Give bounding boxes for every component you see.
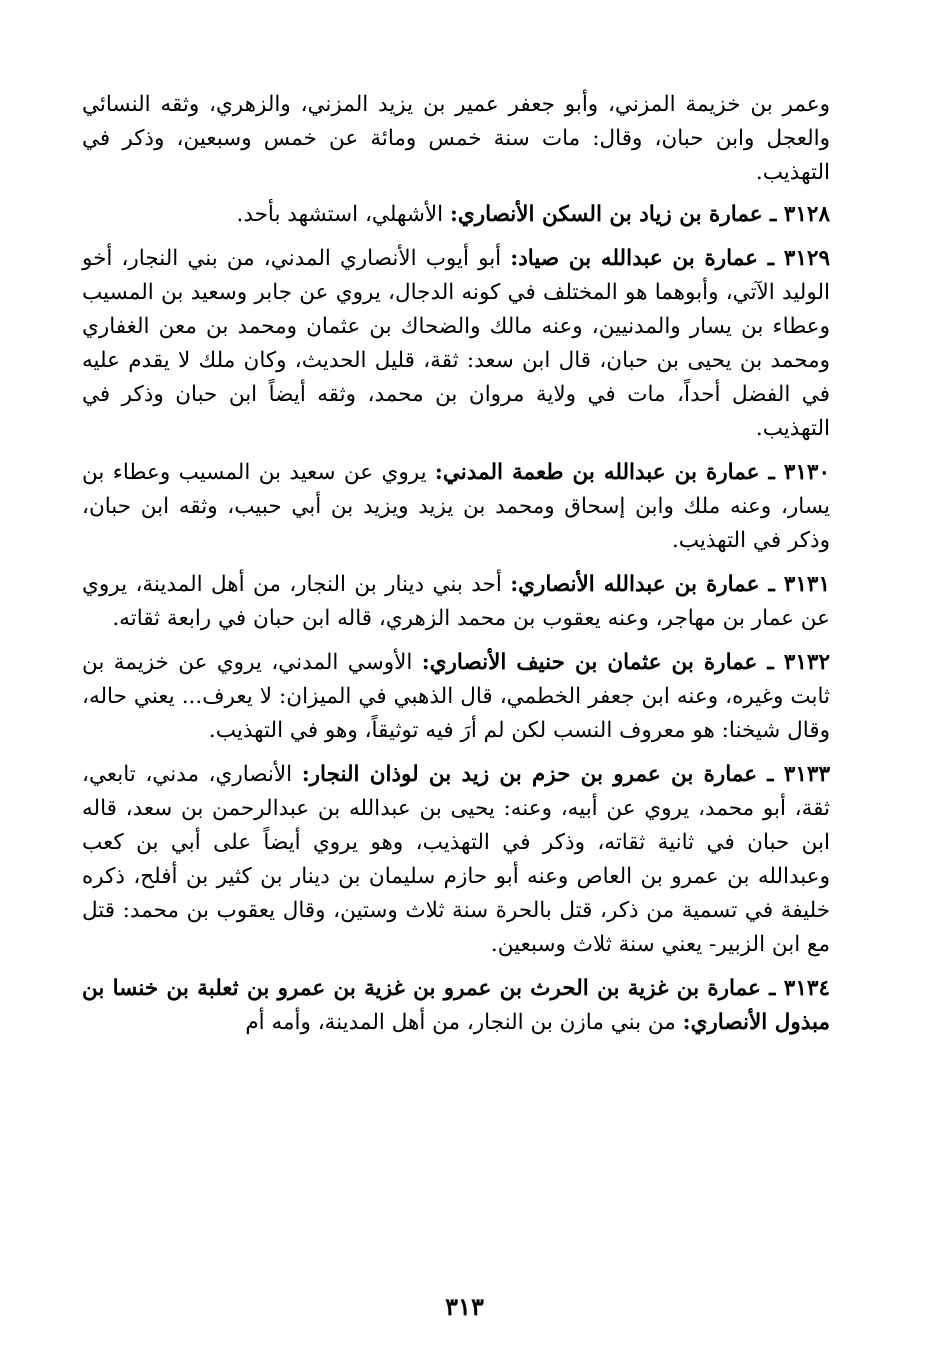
entry-heading: ٣١٣٠ ـ عمارة بن عبدالله بن طعمة المدني: (434, 460, 830, 485)
continuation-text: وعمر بن خزيمة المزني، وأبو جعفر عمير بن يزيد المزني، والزهري، وثقه النسائي والعجل وابن حبان، وقال: مات سنة خمس ومائة عن خمس وسبعين، وذكر في التهذيب. (82, 92, 830, 185)
page-number: ٣١٣ (445, 1292, 484, 1321)
continuation-paragraph (82, 88, 830, 190)
entry-heading: ٣١٣٣ ـ عمارة بن عمرو بن حزم بن زيد بن لوذان النجار: (301, 762, 830, 787)
entry-heading: ٣١٣٤ ـ عمارة بن غزية بن الحرث بن عمرو بن غزية بن عمرو بن ثعلبة بن خنسا بن مبذول الأنصاري: (82, 976, 830, 1035)
entry-heading: ٣١٣١ ـ عمارة بن عبدالله الأنصاري: (510, 572, 830, 597)
entry-heading: ٣١٢٩ ـ عمارة بن عبدالله بن صياد: (510, 246, 830, 271)
entry-text: أحد بني دينار بن النجار، من أهل المدينة، يروي عن عمار بن مهاجر، وعنه يعقوب بن محمد الزهري، قاله ابن حبان في رابعة ثقاته. (82, 572, 830, 631)
entry-3133 (82, 758, 830, 962)
entry-text: من بني مازن بن النجار، من أهل المدينة، وأمه أم (245, 1010, 683, 1035)
entry-text: الأوسي المدني، يروي عن خزيمة بن ثابت وغيره، وعنه ابن جعفر الخطمي، قال الذهبي في الميزان: لا يعرف... يعني حاله، وقال شيخنا: هو معروف النسب لكن لم أرَ فيه توثيقاً، وهو في التهذيب. (82, 650, 830, 743)
entry-text: الأشهلي، استشهد بأحد. (236, 202, 450, 227)
entry-heading: ٣١٢٨ ـ عمارة بن زياد بن السكن الأنصاري: (449, 202, 830, 227)
entry-3132 (82, 646, 830, 748)
entry-3131 (82, 568, 830, 636)
entry-3128 (82, 198, 830, 232)
entry-text: الأنصاري، مدني، تابعي، ثقة، أبو محمد، يروي عن أبيه، وعنه: يحيى بن عبدالله بن عبدالرحمن بن سعد، قاله ابن حبان في ثانية ثقاته، وذكر في التهذيب، وهو يروي أيضاً على أبي بن كعب وعبدالله بن عمرو بن العاص وعنه أبو حازم سليمان بن دينار بن كثير بن أفلح، ذكره خليفة في تسمية من ذكر، قتل بالحرة سنة ثلاث وستين، وقال يعقوب بن محمد: قتل مع ابن الزبير- يعني سنة ثلاث وسبعين. (82, 762, 830, 957)
entry-text: أبو أيوب الأنصاري المدني، من بني النجار، أخو الوليد الآتي، وأبوهما هو المختلف في كونه الدجال، يروي عن جابر وسعيد بن المسيب وعطاء بن يسار والمدنيين، وعنه مالك والضحاك بن عثمان ومحمد بن معن الغفاري ومحمد بن يحيى بن حبان، قال ابن سعد: ثقة، قليل الحديث، وكان ملك لا يقدم عليه في الفضل أحداً، مات في ولاية مروان بن محمد، وثقه أيضاً ابن حبان وذكر في التهذيب. (82, 246, 830, 441)
entry-3129 (82, 242, 830, 446)
entry-text: يروي عن سعيد بن المسيب وعطاء بن يسار، وعنه ملك وابن إسحاق ومحمد بن يزيد ويزيد بن أبي حبيب، وثقه ابن حبان، وذكر في التهذيب. (82, 460, 830, 553)
entry-3134 (82, 972, 830, 1040)
body-text (82, 88, 830, 1050)
entry-3130 (82, 456, 830, 558)
entry-heading: ٣١٣٢ ـ عمارة بن عثمان بن حنيف الأنصاري: (421, 650, 830, 675)
